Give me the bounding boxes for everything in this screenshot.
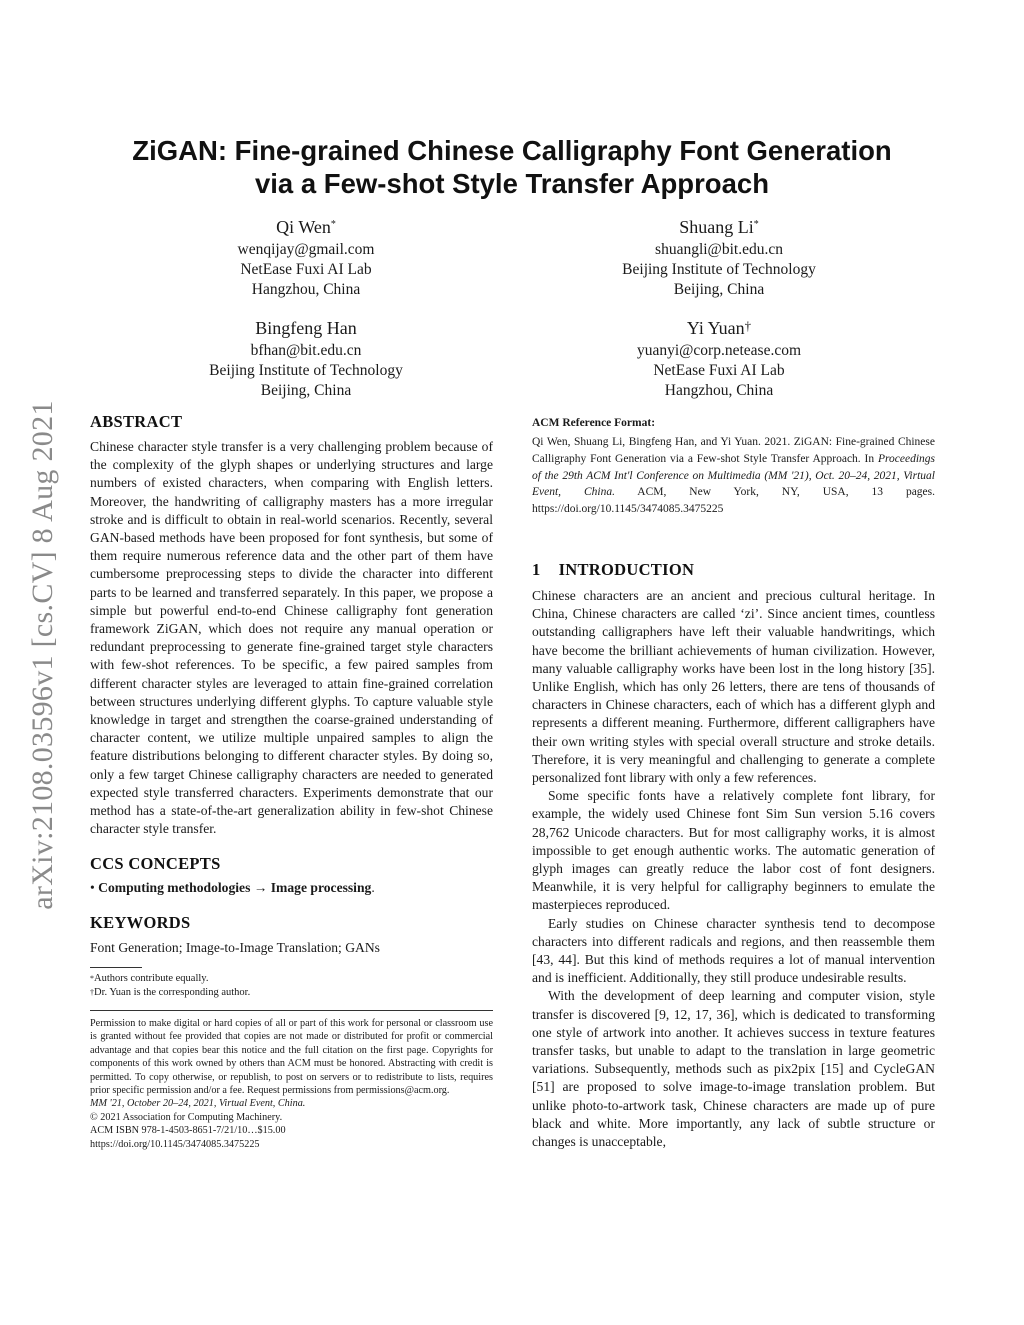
author-email: wenqijay@gmail.com <box>237 241 375 258</box>
permission-text: Permission to make digital or hard copies of all or part of this work for personal or classroom use is granted without fee provided that copies are not made or distributed for profit or commercial advantage and that copies bear this notice and the full citation on the first page. Copyrights for components of this work owned by others than ACM must be honored. Abstracting with credit is permitted. To copy otherwise, or republish, to post on servers or to redistribute to lists, requires prior specific permission and/or a fee. Request permissions from permissions@acm.org. <box>90 1017 493 1096</box>
bullet: • <box>90 880 95 896</box>
author-mark: * <box>753 219 759 230</box>
keywords-heading: KEYWORDS <box>90 912 191 932</box>
abstract-text: Chinese character style transfer is a very challenging problem because of the complexity of the glyph shapes or underlying structures and large numbers of existed characters, when comparing with English letters. Moreover, the handwriting of calligraphy masters has a more irregular stroke and is difficult to obtain in real-world scenarios. Recently, several GAN-based methods have been proposed for font synthesis, but some of them require numerous reference data and the other part of them have cumbersome preprocessing steps to divide the character into different parts to be learned and transferred separately. In this paper, we propose a simple but powerful end-to-end Chinese calligraphy font generation framework ZiGAN, which does not require any manual operation or redundant preprocessing to generate fine-grained target style characters with few-shot references. To be specific, a few paired samples from different character styles are leveraged to attain fine-grained correlation between structures underlying different glyphs. To capture valuable style knowledge in target and strengthen the coarse-grained understanding of character content, we utilize multiple unpaired samples to align the feature distributions belonging to different character styles. By doing so, only a few target Chinese calligraphy characters are needed to generated expected style transferred characters. Experiments demonstrate that our method has a state-of-the-art generalization ability in few-shot Chinese character style transfer. <box>90 439 493 837</box>
author-block <box>549 216 889 300</box>
intro-paragraph: Some specific fonts have a relatively complete font library, for example, the widely used Chinese font Sim Sun version 5.16 covers 28,762 Unicode characters. But for most calligraphy works, it is almost impossible to get enough authentic works. The automatic generation of glyph images can greatly reduce the labor cost of font designers. Meanwhile, it is very helpful for calligraphy beginners to emulate the masterpieces reproduced. <box>532 788 935 913</box>
footnote-mark: † <box>90 987 94 997</box>
reference-citation: Qi Wen, Shuang Li, Bingfeng Han, and Yi Yuan. 2021. ZiGAN: Fine-grained Chinese Calligraphy Font Generation via a Few-shot Style Transfer Approach. In <box>532 436 935 465</box>
reference-publisher: ACM, New York, NY, USA, 13 pages. https://doi.org/10.1145/3474085.3475225 <box>532 486 936 516</box>
reference-proceedings: Proceedings of the 29th ACM Int'l Conference on Multimedia (MM '21), Oct. 20–24, 2021, Virtual Event, China. <box>532 452 935 499</box>
left-column <box>90 412 493 1151</box>
author-name: Bingfeng Han <box>255 318 357 338</box>
permission-rule <box>90 1010 493 1011</box>
author-name: Yi Yuan <box>686 318 745 338</box>
author-affiliation: NetEase Fuxi AI Lab <box>653 362 785 379</box>
author-mark: † <box>744 318 752 333</box>
author-location: Hangzhou, China <box>251 281 361 298</box>
author-affiliation: Beijing Institute of Technology <box>209 362 403 379</box>
reference-format-text <box>532 434 935 518</box>
section-title: INTRODUCTION <box>558 559 695 579</box>
keywords-text: Font Generation; Image-to-Image Translation; GANs <box>90 939 380 955</box>
ccs-end: . <box>371 880 375 896</box>
intro-paragraph: Chinese characters are an ancient and precious cultural heritage. In China, Chinese characters are called ‘zi’. Since ancient times, countless outstanding calligraphers have left their valuable handwritings, which have become the brilliant achievements of human civilization. However, many valuable calligraphy works have been lost in the long history [35]. Unlike English, which has only 26 letters, there are tens of thousands of characters in Chinese characters, each of which has a different glyph and represents a different meaning. Furthermore, different calligraphers have their own writing styles with special overall structure and stroke details. Therefore, it is very meaningful and challenging to generate a complete personalized font library with only a few references. <box>532 587 935 786</box>
footnote <box>90 972 493 986</box>
footnote-text: Dr. Yuan is the corresponding author. <box>94 986 251 998</box>
ccs-concepts <box>90 879 493 897</box>
author-block <box>136 216 476 300</box>
reference-format-heading: ACM Reference Format: <box>532 417 656 429</box>
author-affiliation: NetEase Fuxi AI Lab <box>240 261 372 278</box>
footnote-text: Authors contribute equally. <box>94 972 209 984</box>
author-email: yuanyi@corp.netease.com <box>636 342 802 359</box>
author-location: Beijing, China <box>673 281 765 298</box>
ccs-heading: CCS CONCEPTS <box>90 854 221 874</box>
intro-paragraph: With the development of deep learning and computer vision, style transfer is discovered [9, 12, 17, 36], which is dedicated to transforming one style of artwork into another. It achieves success in texture features transfer tasks, but unable to adapt to the translation in large geometric variations. Subsequently, methods such as pix2pix [15] and CycleGAN [51] are proposed to solve image-to-image translation problem. But unlike photo-to-artwork task, Chinese characters are made up of pure black and white. More importantly, any lack of subtle structure or changes is unacceptable, <box>532 988 935 1150</box>
right-column <box>532 416 935 1151</box>
author-location: Beijing, China <box>260 382 352 399</box>
author-block <box>549 317 889 401</box>
title-line-1: ZiGAN: Fine-grained Chinese Calligraphy Font Generation <box>132 135 892 166</box>
author-email: bfhan@bit.edu.cn <box>250 342 362 359</box>
intro-heading <box>532 560 935 580</box>
author-email: shuangli@bit.edu.cn <box>655 241 783 258</box>
author-name: Shuang Li <box>679 217 754 237</box>
footnote <box>90 986 493 1000</box>
author-affiliation: Beijing Institute of Technology <box>622 261 816 278</box>
footnote-rule <box>90 967 142 968</box>
section-number: 1 <box>532 559 541 579</box>
abstract-heading: ABSTRACT <box>90 412 183 431</box>
author-block <box>136 317 476 401</box>
author-location: Hangzhou, China <box>664 382 774 399</box>
copyright: © 2021 Association for Computing Machinery. <box>90 1111 283 1123</box>
doi: https://doi.org/10.1145/3474085.3475225 <box>90 1138 260 1150</box>
title-line-2: via a Few-shot Style Transfer Approach <box>255 168 769 199</box>
author-name: Qi Wen <box>276 217 331 237</box>
arxiv-id: arXiv:2108.03596v1 [cs.CV] 8 Aug 2021 <box>26 400 59 910</box>
arxiv-sidebar <box>22 355 64 955</box>
venue: MM '21, October 20–24, 2021, Virtual Event, China. <box>90 1098 306 1110</box>
isbn: ACM ISBN 978-1-4503-8651-7/21/10…$15.00 <box>90 1125 286 1137</box>
paper-title <box>0 134 1024 200</box>
author-mark: * <box>330 219 336 230</box>
intro-paragraph: Early studies on Chinese character synthesis tend to decompose characters into different radicals and regions, and then reassemble them [43, 44]. But this kind of methods requires a lot of manual intervention and is inefficient. Additionally, they still produce undesirable results. <box>532 915 935 986</box>
ccs-concept: Computing methodologies → Image processing <box>98 880 372 896</box>
footnote-mark: * <box>90 973 94 983</box>
